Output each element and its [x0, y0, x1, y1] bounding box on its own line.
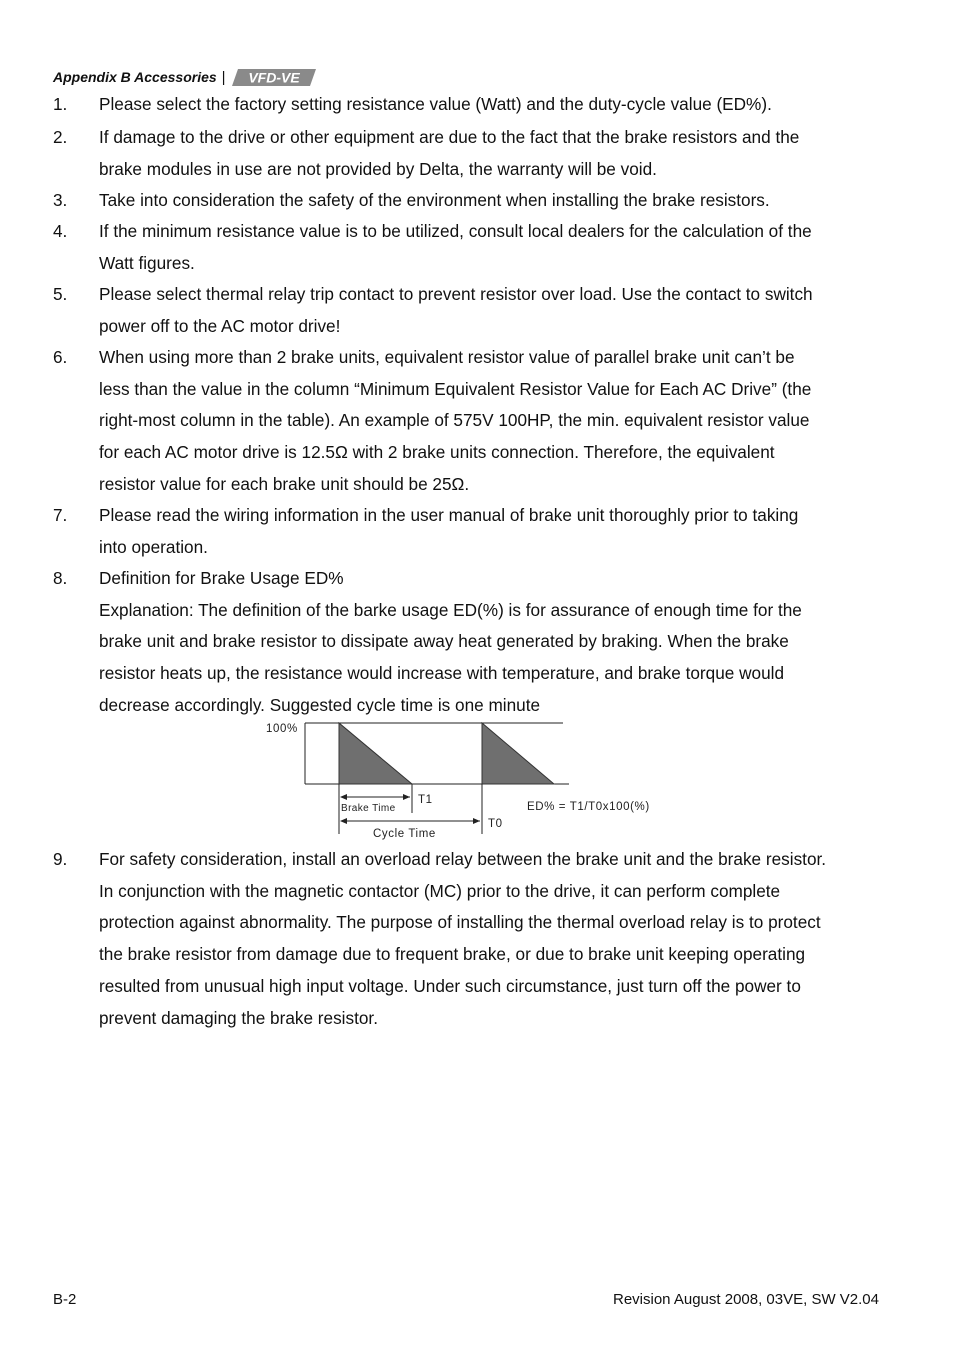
item-line: prevent damaging the brake resistor. [99, 1007, 378, 1028]
item-line: resistor heats up, the resistance would increase with temperature, and brake torque would [99, 663, 785, 684]
item-line: right-most column in the table). An example of 575V 100HP, the min. equivalent resistor value [99, 410, 810, 431]
item-line: Explanation: The definition of the barke usage ED(%) is for assurance of enough time for the [99, 599, 802, 620]
t0-label: T0 [488, 818, 503, 830]
item-line: Please select thermal relay trip contact to prevent resistor over load. Use the contact to switch [99, 284, 813, 304]
vfd-ve-logo [232, 69, 316, 86]
brake-pulse-2 [482, 723, 554, 784]
item-number: 5. [53, 284, 68, 304]
item-line: If damage to the drive or other equipment are due to the fact that the brake resistors and the [99, 127, 800, 147]
item-line: Watt figures. [99, 252, 195, 273]
item-number: 3. [53, 190, 68, 210]
section-title: Appendix B Accessories [53, 69, 217, 85]
brake-pulse-1 [339, 723, 412, 784]
item-line: resulted from unusual high input voltage. Under such circumstance, just turn off the power to [99, 975, 801, 996]
item-line: into operation. [99, 536, 208, 557]
header-separator: | [221, 68, 226, 86]
t1-label: T1 [418, 794, 433, 806]
item-number: 8. [53, 568, 68, 588]
item-line: Take into consideration the safety of the environment when installing the brake resistors. [99, 190, 770, 210]
ed-percent-diagram [255, 717, 695, 845]
ed-formula: ED% = T1/T0x100(%) [527, 801, 650, 813]
item-number: 7. [53, 505, 68, 525]
item-line: protection against abnormality. The purpose of installing the thermal overload relay is to protect [99, 912, 821, 933]
revision-info: Revision August 2008, 03VE, SW V2.04 [613, 1291, 879, 1308]
item-line: the brake resistor from damage due to frequent brake, or due to brake unit keeping operating [99, 944, 806, 965]
item-line: brake modules in use are not provided by Delta, the warranty will be void. [99, 158, 657, 179]
item-line: decrease accordingly. Suggested cycle time is one minute [99, 694, 541, 715]
item-line: power off to the AC motor drive! [99, 315, 341, 336]
logo-text: VFD-VE [247, 69, 300, 85]
brake-time-label: Brake Time [341, 803, 396, 814]
level-label: 100% [266, 723, 298, 735]
item-number: 1. [53, 94, 68, 114]
item-line: When using more than 2 brake units, equivalent resistor value of parallel brake unit can’t be [99, 347, 795, 367]
item-line: In conjunction with the magnetic contactor (MC) prior to the drive, it can perform complete [99, 880, 781, 901]
item-line: resistor value for each brake unit should be 25Ω. [99, 473, 470, 494]
page-header [53, 67, 316, 87]
page-number: B-2 [53, 1291, 77, 1308]
cycle-time-label: Cycle Time [373, 828, 436, 840]
item-number: 2. [53, 127, 68, 147]
item-line: brake unit and brake resistor to dissipate away heat generated by braking. When the brake [99, 631, 789, 652]
item-line: Please select the factory setting resistance value (Watt) and the duty-cycle value (ED%). [99, 94, 772, 114]
item-line: for each AC motor drive is 12.5Ω with 2 brake units connection. Therefore, the equivalent [99, 442, 775, 463]
item-number: 6. [53, 347, 68, 367]
item-line: If the minimum resistance value is to be utilized, consult local dealers for the calculation of the [99, 221, 812, 241]
item-line: Please read the wiring information in the user manual of brake unit thoroughly prior to taking [99, 505, 799, 525]
item-number: 4. [53, 221, 68, 241]
item-line: Definition for Brake Usage ED% [99, 568, 344, 588]
item-number: 9. [53, 849, 68, 869]
item-line: less than the value in the column “Minimum Equivalent Resistor Value for Each AC Drive” (the [99, 378, 812, 399]
item-line: For safety consideration, install an overload relay between the brake unit and the brake resistor. [99, 849, 827, 869]
